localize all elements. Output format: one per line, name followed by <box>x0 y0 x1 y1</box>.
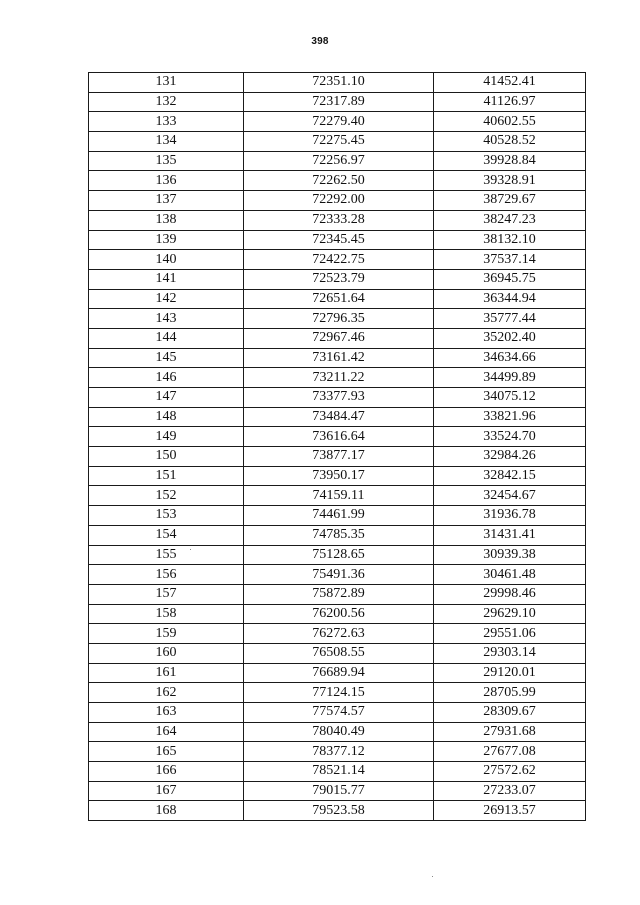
table-row <box>89 328 586 348</box>
table-row <box>89 151 586 171</box>
point-number-cell: 149 <box>89 427 244 447</box>
x-coordinate-cell: 72262.50 <box>244 171 434 191</box>
x-coordinate-cell: 77124.15 <box>244 683 434 703</box>
y-coordinate-cell: 40528.52 <box>434 132 586 152</box>
table-row <box>89 191 586 211</box>
point-number-cell: 151 <box>89 466 244 486</box>
coordinates-table-body <box>89 73 586 821</box>
point-number-cell: 140 <box>89 250 244 270</box>
point-number-cell: 142 <box>89 289 244 309</box>
y-coordinate-cell: 29551.06 <box>434 624 586 644</box>
point-number-cell: 131 <box>89 73 244 93</box>
x-coordinate-cell: 73377.93 <box>244 388 434 408</box>
table-row <box>89 92 586 112</box>
x-coordinate-cell: 76689.94 <box>244 663 434 683</box>
x-coordinate-cell: 75128.65 <box>244 545 434 565</box>
point-number-cell: 162 <box>89 683 244 703</box>
table-row <box>89 545 586 565</box>
point-number-cell: 144 <box>89 328 244 348</box>
point-number-cell: 143 <box>89 309 244 329</box>
point-number-cell: 134 <box>89 132 244 152</box>
point-number-cell: 156 <box>89 565 244 585</box>
y-coordinate-cell: 36344.94 <box>434 289 586 309</box>
x-coordinate-cell: 72523.79 <box>244 269 434 289</box>
x-coordinate-cell: 74785.35 <box>244 525 434 545</box>
y-coordinate-cell: 27677.08 <box>434 742 586 762</box>
point-number-cell: 161 <box>89 663 244 683</box>
y-coordinate-cell: 35777.44 <box>434 309 586 329</box>
x-coordinate-cell: 72651.64 <box>244 289 434 309</box>
y-coordinate-cell: 34499.89 <box>434 368 586 388</box>
scan-speck <box>190 549 191 550</box>
point-number-cell: 150 <box>89 447 244 467</box>
table-row <box>89 230 586 250</box>
x-coordinate-cell: 76272.63 <box>244 624 434 644</box>
y-coordinate-cell: 27572.62 <box>434 762 586 782</box>
table-row <box>89 722 586 742</box>
y-coordinate-cell: 38247.23 <box>434 210 586 230</box>
table-row <box>89 348 586 368</box>
x-coordinate-cell: 73484.47 <box>244 407 434 427</box>
x-coordinate-cell: 72345.45 <box>244 230 434 250</box>
y-coordinate-cell: 29629.10 <box>434 604 586 624</box>
table-row <box>89 466 586 486</box>
table-row <box>89 427 586 447</box>
point-number-cell: 136 <box>89 171 244 191</box>
x-coordinate-cell: 73211.22 <box>244 368 434 388</box>
x-coordinate-cell: 73877.17 <box>244 447 434 467</box>
x-coordinate-cell: 72967.46 <box>244 328 434 348</box>
table-row <box>89 604 586 624</box>
y-coordinate-cell: 32454.67 <box>434 486 586 506</box>
y-coordinate-cell: 41126.97 <box>434 92 586 112</box>
point-number-cell: 166 <box>89 762 244 782</box>
table-row <box>89 289 586 309</box>
table-row <box>89 584 586 604</box>
x-coordinate-cell: 72796.35 <box>244 309 434 329</box>
point-number-cell: 138 <box>89 210 244 230</box>
point-number-cell: 160 <box>89 643 244 663</box>
y-coordinate-cell: 27931.68 <box>434 722 586 742</box>
table-row <box>89 210 586 230</box>
y-coordinate-cell: 41452.41 <box>434 73 586 93</box>
x-coordinate-cell: 79015.77 <box>244 781 434 801</box>
x-coordinate-cell: 76200.56 <box>244 604 434 624</box>
point-number-cell: 141 <box>89 269 244 289</box>
y-coordinate-cell: 38729.67 <box>434 191 586 211</box>
table-row <box>89 506 586 526</box>
y-coordinate-cell: 36945.75 <box>434 269 586 289</box>
table-row <box>89 801 586 821</box>
y-coordinate-cell: 35202.40 <box>434 328 586 348</box>
table-row <box>89 269 586 289</box>
table-row <box>89 762 586 782</box>
table-row <box>89 683 586 703</box>
point-number-cell: 155 <box>89 545 244 565</box>
table-row <box>89 132 586 152</box>
table-row <box>89 171 586 191</box>
x-coordinate-cell: 73161.42 <box>244 348 434 368</box>
y-coordinate-cell: 29998.46 <box>434 584 586 604</box>
table-row <box>89 781 586 801</box>
x-coordinate-cell: 72333.28 <box>244 210 434 230</box>
x-coordinate-cell: 72422.75 <box>244 250 434 270</box>
x-coordinate-cell: 78377.12 <box>244 742 434 762</box>
x-coordinate-cell: 73950.17 <box>244 466 434 486</box>
y-coordinate-cell: 28309.67 <box>434 703 586 723</box>
y-coordinate-cell: 31936.78 <box>434 506 586 526</box>
table-row <box>89 565 586 585</box>
x-coordinate-cell: 76508.55 <box>244 643 434 663</box>
x-coordinate-cell: 75872.89 <box>244 584 434 604</box>
coordinates-table <box>88 72 586 821</box>
table-row <box>89 250 586 270</box>
y-coordinate-cell: 27233.07 <box>434 781 586 801</box>
y-coordinate-cell: 29120.01 <box>434 663 586 683</box>
point-number-cell: 153 <box>89 506 244 526</box>
point-number-cell: 158 <box>89 604 244 624</box>
point-number-cell: 132 <box>89 92 244 112</box>
scan-speck <box>432 876 433 877</box>
y-coordinate-cell: 30939.38 <box>434 545 586 565</box>
point-number-cell: 147 <box>89 388 244 408</box>
y-coordinate-cell: 34634.66 <box>434 348 586 368</box>
point-number-cell: 146 <box>89 368 244 388</box>
y-coordinate-cell: 30461.48 <box>434 565 586 585</box>
point-number-cell: 139 <box>89 230 244 250</box>
table-row <box>89 73 586 93</box>
y-coordinate-cell: 33524.70 <box>434 427 586 447</box>
point-number-cell: 164 <box>89 722 244 742</box>
point-number-cell: 163 <box>89 703 244 723</box>
x-coordinate-cell: 72275.45 <box>244 132 434 152</box>
x-coordinate-cell: 72292.00 <box>244 191 434 211</box>
point-number-cell: 168 <box>89 801 244 821</box>
table-row <box>89 407 586 427</box>
table-row <box>89 388 586 408</box>
table-row <box>89 663 586 683</box>
x-coordinate-cell: 79523.58 <box>244 801 434 821</box>
y-coordinate-cell: 40602.55 <box>434 112 586 132</box>
y-coordinate-cell: 29303.14 <box>434 643 586 663</box>
y-coordinate-cell: 33821.96 <box>434 407 586 427</box>
point-number-cell: 135 <box>89 151 244 171</box>
x-coordinate-cell: 72351.10 <box>244 73 434 93</box>
table-row <box>89 624 586 644</box>
point-number-cell: 167 <box>89 781 244 801</box>
y-coordinate-cell: 39328.91 <box>434 171 586 191</box>
page-number: 398 <box>311 36 329 47</box>
table-row <box>89 309 586 329</box>
y-coordinate-cell: 32984.26 <box>434 447 586 467</box>
point-number-cell: 137 <box>89 191 244 211</box>
x-coordinate-cell: 73616.64 <box>244 427 434 447</box>
table-row <box>89 368 586 388</box>
y-coordinate-cell: 32842.15 <box>434 466 586 486</box>
table-row <box>89 447 586 467</box>
x-coordinate-cell: 72317.89 <box>244 92 434 112</box>
point-number-cell: 133 <box>89 112 244 132</box>
point-number-cell: 148 <box>89 407 244 427</box>
table-row <box>89 703 586 723</box>
x-coordinate-cell: 75491.36 <box>244 565 434 585</box>
x-coordinate-cell: 78040.49 <box>244 722 434 742</box>
point-number-cell: 157 <box>89 584 244 604</box>
point-number-cell: 154 <box>89 525 244 545</box>
point-number-cell: 145 <box>89 348 244 368</box>
x-coordinate-cell: 72279.40 <box>244 112 434 132</box>
y-coordinate-cell: 34075.12 <box>434 388 586 408</box>
table-row <box>89 525 586 545</box>
x-coordinate-cell: 74159.11 <box>244 486 434 506</box>
y-coordinate-cell: 31431.41 <box>434 525 586 545</box>
x-coordinate-cell: 78521.14 <box>244 762 434 782</box>
y-coordinate-cell: 39928.84 <box>434 151 586 171</box>
x-coordinate-cell: 74461.99 <box>244 506 434 526</box>
y-coordinate-cell: 37537.14 <box>434 250 586 270</box>
table-row <box>89 643 586 663</box>
table-row <box>89 112 586 132</box>
x-coordinate-cell: 72256.97 <box>244 151 434 171</box>
y-coordinate-cell: 38132.10 <box>434 230 586 250</box>
point-number-cell: 152 <box>89 486 244 506</box>
y-coordinate-cell: 26913.57 <box>434 801 586 821</box>
point-number-cell: 159 <box>89 624 244 644</box>
point-number-cell: 165 <box>89 742 244 762</box>
x-coordinate-cell: 77574.57 <box>244 703 434 723</box>
table-row <box>89 742 586 762</box>
y-coordinate-cell: 28705.99 <box>434 683 586 703</box>
table-row <box>89 486 586 506</box>
